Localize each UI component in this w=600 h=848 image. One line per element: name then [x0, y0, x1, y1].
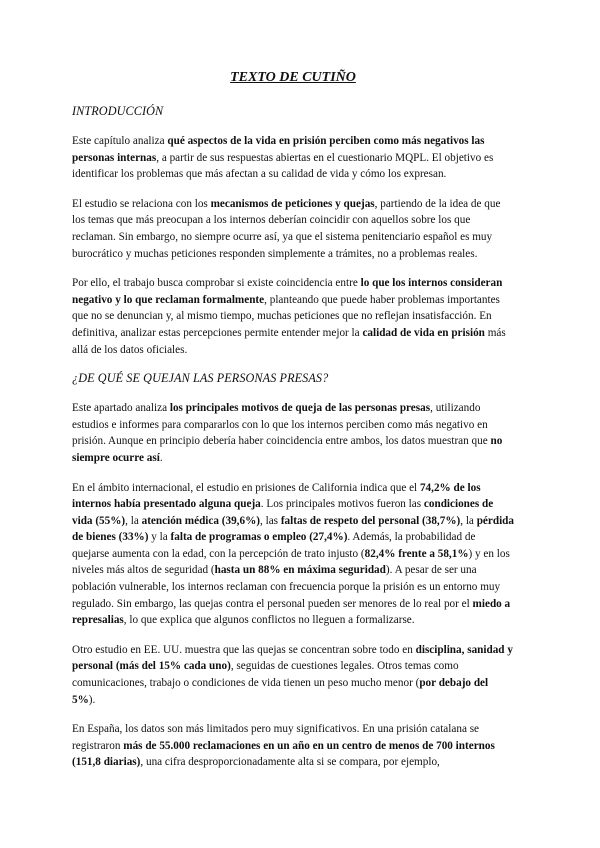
section-introduccion — [72, 104, 514, 358]
bold-text: 74,2% de los internos había presentado alguna queja — [72, 481, 481, 511]
paragraph: En el ámbito internacional, el estudio en prisiones de California indica que el 74,2% de los internos había presentado alguna queja. Los principales motivos fueron las condiciones de vida (55%), la atención médica (39,6%), las faltas de respeto del personal (38,7%), la pérdida de bienes (33%) y la falta de programas o empleo (27,4%). Además, la probabilidad de quejarse aumenta con la edad, con la percepción de trato injusto (82,4% frente a 58,1%) y en los niveles más altos de seguridad (hasta un 88% en máxima seguridad). A pesar de ser una población vulnerable, los internos reclaman con frecuencia porque la prisión es un entorno muy regulado. Sin embargo, las quejas contra el personal pueden ser menores de lo real por el miedo a represalias, lo que explica que algunos conflictos no lleguen a formalizarse. — [72, 481, 515, 627]
bold-text: los principales motivos de queja de las personas presas — [169, 402, 431, 415]
paragraph: Otro estudio en EE. UU. muestra que las quejas se concentran sobre todo en disciplina, sanidad y personal (más del 15% cada uno), seguidas de cuestiones legales. Otros temas como comunicaciones, trabajo o condiciones de vida tienen un peso mucho menor (por debajo del 5%). — [72, 643, 513, 706]
document-page — [72, 70, 514, 784]
section-heading-introduccion: INTRODUCCIÓN — [72, 104, 164, 118]
bold-text: faltas de respeto del personal (38,7%) — [280, 514, 461, 527]
bold-text: atención médica (39,6%) — [141, 514, 260, 527]
paragraph: En España, los datos son más limitados pero muy significativos. En una prisión catalana se registraron más de 55.000 reclamaciones en un año en un centro de menos de 700 internos (151,8 diarias), una cifra desproporcionadamente alta si se compara, por ejemplo, — [72, 723, 495, 769]
bold-text: lo que los internos consideran negativo y lo que reclaman formalmente — [72, 277, 503, 306]
paragraph: Este capítulo analiza qué aspectos de la vida en prisión perciben como más negativos las personas internas, a partir de sus respuestas abiertas en el cuestionario MQPL. El objetivo es identificar los problemas que más afectan a su calidad de vida y cómo los expresan. — [72, 135, 494, 181]
bold-text: falta de programas o empleo (27,4%) — [170, 531, 348, 544]
bold-text: condiciones de vida (55%) — [72, 498, 494, 527]
paragraph: El estudio se relaciona con los mecanismos de peticiones y quejas, partiendo de la idea de que los temas que más preocupan a los internos deberían coincidir con aquellos sobre los que reclaman. Sin embargo, no siempre ocurre así, ya que el sistema penitenciario español es muy burocrático y muchas peticiones responden simplemente a trámites, no a problemas reales. — [72, 197, 501, 260]
section-quejas — [72, 371, 514, 771]
bold-text: pérdida de bienes (33%) — [72, 514, 515, 544]
bold-text: no siempre ocurre así — [72, 435, 503, 464]
bold-text: calidad de vida en prisión — [362, 326, 485, 339]
paragraph: Por ello, el trabajo busca comprobar si existe coincidencia entre lo que los internos consideran negativo y lo que reclaman formalmente, planteando que puede haber problemas importantes que no se denuncian y, al mismo tiempo, muchas peticiones que no reflejan insatisfacción. En definitiva, analizar estas percepciones permite entender mejor la calidad de vida en prisión más allá de los datos oficiales. — [72, 277, 506, 356]
bold-text: miedo a represalias — [72, 597, 511, 627]
paragraph: Este apartado analiza los principales motivos de queja de las personas presas, utilizando estudios e informes para compararlos con lo que los internos perciben como más negativo en prisión. Aunque en principio debería haber coincidencia entre ambos, los datos muestran que no siempre ocurre así. — [72, 402, 503, 464]
document-title: TEXTO DE CUTIÑO — [230, 70, 356, 85]
bold-text: qué aspectos de la vida en prisión perciben como más negativos las personas internas — [72, 135, 485, 164]
bold-text: mecanismos de peticiones y quejas — [210, 197, 375, 210]
bold-text: 82,4% frente a 58,1% — [364, 547, 469, 560]
bold-text: más de 55.000 reclamaciones en un año en un centro de menos de 700 internos (151,8 diarias) — [72, 739, 495, 769]
bold-text: hasta un 88% en máxima seguridad — [214, 564, 386, 577]
bold-text: disciplina, sanidad y personal (más del 15% cada uno) — [72, 643, 513, 673]
bold-text: por debajo del 5% — [72, 677, 489, 706]
section-heading-quejas: ¿DE QUÉ SE QUEJAN LAS PERSONAS PRESAS? — [72, 371, 329, 386]
